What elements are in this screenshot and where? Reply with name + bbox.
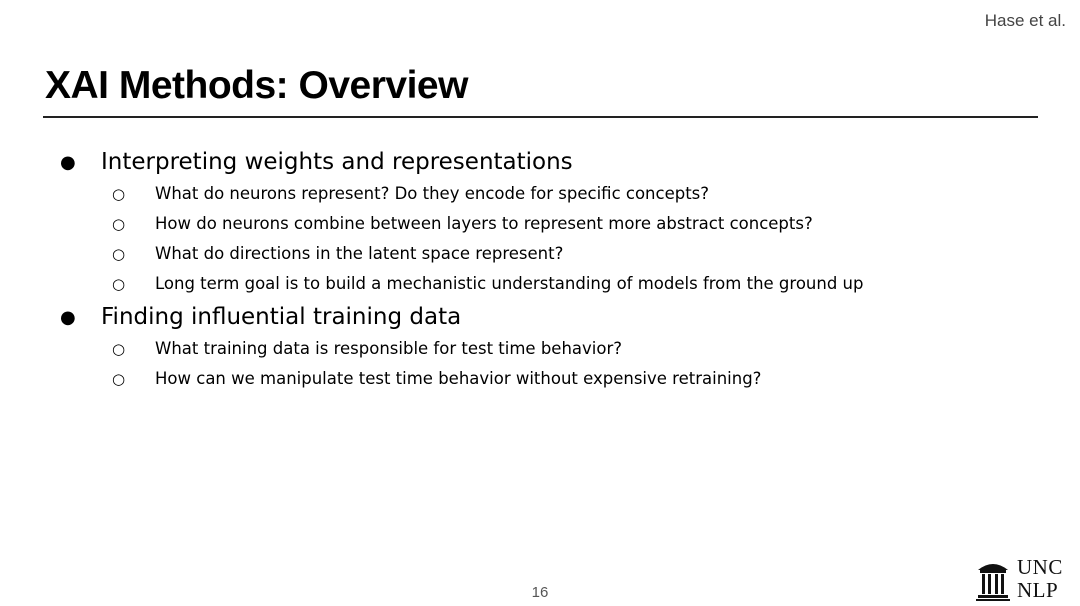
list-item-text: Long term goal is to build a mechanistic understanding of models from the ground up (155, 274, 864, 293)
attribution: Hase et al. (984, 11, 1066, 30)
page-number: 16 (531, 584, 549, 601)
hollow-bullet-icon: ○ (112, 370, 126, 388)
list-item-text: What do neurons represent? Do they encode for specific concepts? (155, 184, 710, 203)
list-item-text: How can we manipulate test time behavior without expensive retraining? (155, 369, 762, 388)
section-heading-text: Finding influential training data (101, 304, 462, 330)
list-item (58, 239, 1048, 269)
hollow-bullet-icon: ○ (112, 275, 126, 293)
logo-line-unc: UNC (1017, 555, 1063, 579)
logo-text (1017, 556, 1063, 602)
section-heading (58, 301, 1048, 334)
list-item (58, 269, 1048, 299)
section-heading-text: Interpreting weights and representations (101, 149, 573, 175)
filled-bullet-icon: ● (60, 152, 76, 173)
hollow-bullet-icon: ○ (112, 185, 126, 203)
unc-nlp-logo (975, 556, 1075, 604)
hollow-bullet-icon: ○ (112, 215, 126, 233)
hollow-bullet-icon: ○ (112, 340, 126, 358)
title-underline (43, 116, 1038, 118)
list-item (58, 334, 1048, 364)
filled-bullet-icon: ● (60, 307, 76, 328)
logo-line-nlp: NLP (1017, 578, 1059, 602)
slide-content (58, 146, 1048, 394)
hollow-bullet-icon: ○ (112, 245, 126, 263)
list-item-text: What do directions in the latent space represent? (155, 244, 564, 263)
list-item (58, 209, 1048, 239)
list-item (58, 364, 1048, 394)
list-item-text: What training data is responsible for test time behavior? (155, 339, 622, 358)
list-item (58, 179, 1048, 209)
old-well-icon (975, 558, 1011, 602)
list-item-text: How do neurons combine between layers to represent more abstract concepts? (155, 214, 813, 233)
section-heading (58, 146, 1048, 179)
slide-title: XAI Methods: Overview (45, 64, 468, 107)
